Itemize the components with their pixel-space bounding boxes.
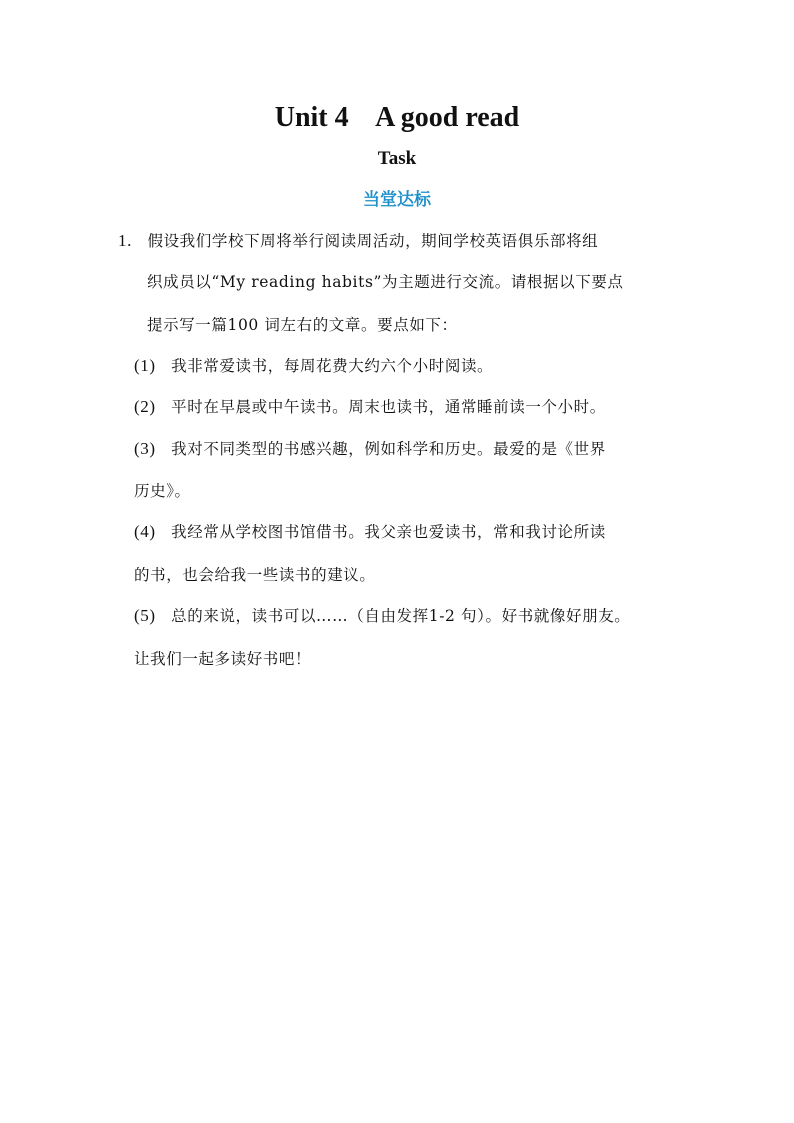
point-5-continuation — [134, 648, 311, 670]
point-2 — [134, 396, 606, 418]
question-1-line-3 — [147, 314, 458, 336]
point-text: 总的来说，读书可以……（自由发挥1-2 句）。好书就像好朋友。 — [171, 607, 631, 625]
point-text: 的书，也会给我一些读书的建议。 — [134, 566, 376, 584]
question-intro-line: 假设我们学校下周将举行阅读周活动，期间学校英语俱乐部将组 — [147, 232, 599, 250]
page-subtitle: Task — [377, 148, 417, 169]
point-1 — [134, 355, 493, 377]
question-number: 1. — [118, 231, 132, 250]
point-text: 平时在早晨或中午读书。周末也读书，通常睡前读一个小时。 — [171, 398, 606, 416]
point-label: (2) — [134, 397, 156, 416]
point-label: (5) — [134, 606, 156, 625]
point-label: (1) — [134, 356, 156, 375]
question-1-line-1 — [118, 230, 598, 252]
point-5 — [134, 605, 630, 627]
point-text: 历史》。 — [134, 482, 191, 500]
point-text: 我经常从学校图书馆借书。我父亲也爱读书，常和我讨论所读 — [171, 523, 606, 541]
page-title: Unit 4 A good read — [274, 102, 520, 133]
point-3-continuation — [134, 480, 191, 502]
point-text: 我对不同类型的书感兴趣，例如科学和历史。最爱的是《世界 — [171, 440, 606, 458]
point-text: 我非常爱读书，每周花费大约六个小时阅读。 — [171, 357, 494, 375]
point-text: 让我们一起多读好书吧！ — [134, 650, 312, 668]
point-4-continuation — [134, 564, 376, 586]
section-heading: 当堂达标 — [363, 190, 431, 210]
point-label: (3) — [134, 439, 156, 458]
question-intro-line: 提示写一篇100 词左右的文章。要点如下： — [147, 316, 458, 334]
question-intro-line: 织成员以“My reading habits”为主题进行交流。请根据以下要点 — [147, 273, 624, 291]
point-4 — [134, 521, 606, 543]
point-label: (4) — [134, 522, 156, 541]
question-1-line-2 — [147, 271, 624, 293]
point-3 — [134, 438, 606, 460]
